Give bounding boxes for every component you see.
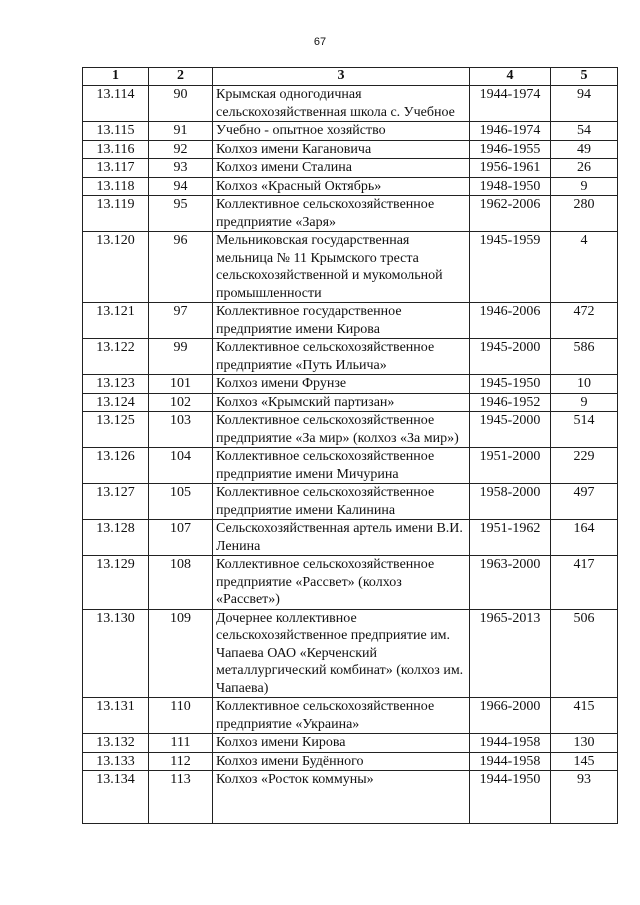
- date-range-cell: 1944-1958: [470, 734, 551, 753]
- date-range-cell: 1945-1950: [470, 375, 551, 394]
- table-row: [83, 771, 618, 824]
- column-header-3: 3: [213, 68, 470, 86]
- date-range-cell: 1951-2000: [470, 448, 551, 484]
- file-count-cell: 145: [551, 752, 618, 771]
- file-count-cell: 4: [551, 232, 618, 303]
- registry-table: [82, 67, 618, 824]
- file-count-cell: 280: [551, 196, 618, 232]
- column-header-1: 1: [83, 68, 149, 86]
- fund-name-cell: Коллективное сельскохозяйственное предприятие имени Калинина: [213, 484, 470, 520]
- file-count-cell: 229: [551, 448, 618, 484]
- table-row: [83, 556, 618, 610]
- record-number-cell: 13.121: [83, 303, 149, 339]
- record-number-cell: 13.128: [83, 520, 149, 556]
- inventory-number-cell: 92: [149, 140, 213, 159]
- record-number-cell: 13.122: [83, 339, 149, 375]
- inventory-number-cell: 108: [149, 556, 213, 610]
- record-number-cell: 13.114: [83, 86, 149, 122]
- record-number-cell: 13.123: [83, 375, 149, 394]
- page-number: 67: [313, 36, 327, 48]
- file-count-cell: 54: [551, 122, 618, 141]
- date-range-cell: 1946-2006: [470, 303, 551, 339]
- date-range-cell: 1958-2000: [470, 484, 551, 520]
- table-row: [83, 196, 618, 232]
- table-row: [83, 303, 618, 339]
- fund-name-cell: Коллективное государственное предприятие имени Кирова: [213, 303, 470, 339]
- fund-name-cell: Коллективное сельскохозяйственное предприятие «За мир» (колхоз «За мир»): [213, 412, 470, 448]
- record-number-cell: 13.132: [83, 734, 149, 753]
- date-range-cell: 1945-2000: [470, 339, 551, 375]
- file-count-cell: 26: [551, 159, 618, 178]
- inventory-number-cell: 90: [149, 86, 213, 122]
- table-row: [83, 520, 618, 556]
- table-row: [83, 159, 618, 178]
- file-count-cell: 506: [551, 609, 618, 698]
- column-header-4: 4: [470, 68, 551, 86]
- table-row: [83, 339, 618, 375]
- table-row: [83, 752, 618, 771]
- inventory-number-cell: 93: [149, 159, 213, 178]
- date-range-cell: 1946-1955: [470, 140, 551, 159]
- fund-name-cell: Колхоз имени Будённого: [213, 752, 470, 771]
- file-count-cell: 417: [551, 556, 618, 610]
- fund-name-cell: Колхоз «Росток коммуны»: [213, 771, 470, 824]
- inventory-number-cell: 105: [149, 484, 213, 520]
- date-range-cell: 1946-1974: [470, 122, 551, 141]
- table-row: [83, 393, 618, 412]
- date-range-cell: 1946-1952: [470, 393, 551, 412]
- date-range-cell: 1944-1974: [470, 86, 551, 122]
- inventory-number-cell: 109: [149, 609, 213, 698]
- date-range-cell: 1951-1962: [470, 520, 551, 556]
- fund-name-cell: Коллективное сельскохозяйственное предприятие «Украина»: [213, 698, 470, 734]
- file-count-cell: 94: [551, 86, 618, 122]
- inventory-number-cell: 102: [149, 393, 213, 412]
- date-range-cell: 1965-2013: [470, 609, 551, 698]
- record-number-cell: 13.117: [83, 159, 149, 178]
- table-row: [83, 86, 618, 122]
- file-count-cell: 472: [551, 303, 618, 339]
- record-number-cell: 13.134: [83, 771, 149, 824]
- inventory-number-cell: 94: [149, 177, 213, 196]
- fund-name-cell: Колхоз имени Кирова: [213, 734, 470, 753]
- inventory-number-cell: 112: [149, 752, 213, 771]
- file-count-cell: 49: [551, 140, 618, 159]
- fund-name-cell: Колхоз имени Кагановича: [213, 140, 470, 159]
- table-row: [83, 232, 618, 303]
- table-row: [83, 734, 618, 753]
- record-number-cell: 13.116: [83, 140, 149, 159]
- record-number-cell: 13.124: [83, 393, 149, 412]
- column-header-5: 5: [551, 68, 618, 86]
- file-count-cell: 9: [551, 177, 618, 196]
- record-number-cell: 13.131: [83, 698, 149, 734]
- fund-name-cell: Крымская одногодичная сельскохозяйственная школа с. Учебное: [213, 86, 470, 122]
- record-number-cell: 13.127: [83, 484, 149, 520]
- table-row: [83, 140, 618, 159]
- file-count-cell: 497: [551, 484, 618, 520]
- inventory-number-cell: 101: [149, 375, 213, 394]
- inventory-number-cell: 96: [149, 232, 213, 303]
- file-count-cell: 586: [551, 339, 618, 375]
- fund-name-cell: Коллективное сельскохозяйственное предприятие «Путь Ильича»: [213, 339, 470, 375]
- fund-name-cell: Коллективное сельскохозяйственное предприятие «Рассвет» (колхоз «Рассвет»): [213, 556, 470, 610]
- file-count-cell: 10: [551, 375, 618, 394]
- table-row: [83, 177, 618, 196]
- fund-name-cell: Сельскохозяйственная артель имени В.И. Ленина: [213, 520, 470, 556]
- record-number-cell: 13.118: [83, 177, 149, 196]
- inventory-number-cell: 104: [149, 448, 213, 484]
- date-range-cell: 1945-2000: [470, 412, 551, 448]
- record-number-cell: 13.120: [83, 232, 149, 303]
- header-row: [83, 68, 618, 86]
- fund-name-cell: Колхоз «Красный Октябрь»: [213, 177, 470, 196]
- fund-name-cell: Колхоз «Крымский партизан»: [213, 393, 470, 412]
- inventory-number-cell: 107: [149, 520, 213, 556]
- inventory-number-cell: 111: [149, 734, 213, 753]
- fund-name-cell: Учебно - опытное хозяйство: [213, 122, 470, 141]
- inventory-number-cell: 91: [149, 122, 213, 141]
- file-count-cell: 164: [551, 520, 618, 556]
- record-number-cell: 13.119: [83, 196, 149, 232]
- date-range-cell: 1956-1961: [470, 159, 551, 178]
- fund-name-cell: Колхоз имени Фрунзе: [213, 375, 470, 394]
- file-count-cell: 514: [551, 412, 618, 448]
- date-range-cell: 1945-1959: [470, 232, 551, 303]
- inventory-number-cell: 97: [149, 303, 213, 339]
- fund-name-cell: Коллективное сельскохозяйственное предприятие имени Мичурина: [213, 448, 470, 484]
- inventory-number-cell: 113: [149, 771, 213, 824]
- inventory-number-cell: 103: [149, 412, 213, 448]
- table-row: [83, 609, 618, 698]
- table-row: [83, 698, 618, 734]
- date-range-cell: 1962-2006: [470, 196, 551, 232]
- record-number-cell: 13.115: [83, 122, 149, 141]
- date-range-cell: 1966-2000: [470, 698, 551, 734]
- record-number-cell: 13.130: [83, 609, 149, 698]
- inventory-number-cell: 110: [149, 698, 213, 734]
- fund-name-cell: Колхоз имени Сталина: [213, 159, 470, 178]
- record-number-cell: 13.125: [83, 412, 149, 448]
- table-row: [83, 448, 618, 484]
- column-header-2: 2: [149, 68, 213, 86]
- date-range-cell: 1944-1950: [470, 771, 551, 824]
- record-number-cell: 13.133: [83, 752, 149, 771]
- file-count-cell: 130: [551, 734, 618, 753]
- fund-name-cell: Дочернее коллективное сельскохозяйственное предприятие им. Чапаева ОАО «Керченский металлургический комбинат» (колхоз им. Чапаева): [213, 609, 470, 698]
- record-number-cell: 13.129: [83, 556, 149, 610]
- table-row: [83, 412, 618, 448]
- date-range-cell: 1944-1958: [470, 752, 551, 771]
- inventory-number-cell: 95: [149, 196, 213, 232]
- fund-name-cell: Коллективное сельскохозяйственное предприятие «Заря»: [213, 196, 470, 232]
- table-row: [83, 375, 618, 394]
- date-range-cell: 1963-2000: [470, 556, 551, 610]
- inventory-number-cell: 99: [149, 339, 213, 375]
- table-body: [83, 86, 618, 824]
- table-row: [83, 122, 618, 141]
- file-count-cell: 9: [551, 393, 618, 412]
- fund-name-cell: Мельниковская государственная мельница № 11 Крымского треста сельскохозяйственной и мукомольной промышленности: [213, 232, 470, 303]
- file-count-cell: 415: [551, 698, 618, 734]
- record-number-cell: 13.126: [83, 448, 149, 484]
- table-row: [83, 484, 618, 520]
- file-count-cell: 93: [551, 771, 618, 824]
- date-range-cell: 1948-1950: [470, 177, 551, 196]
